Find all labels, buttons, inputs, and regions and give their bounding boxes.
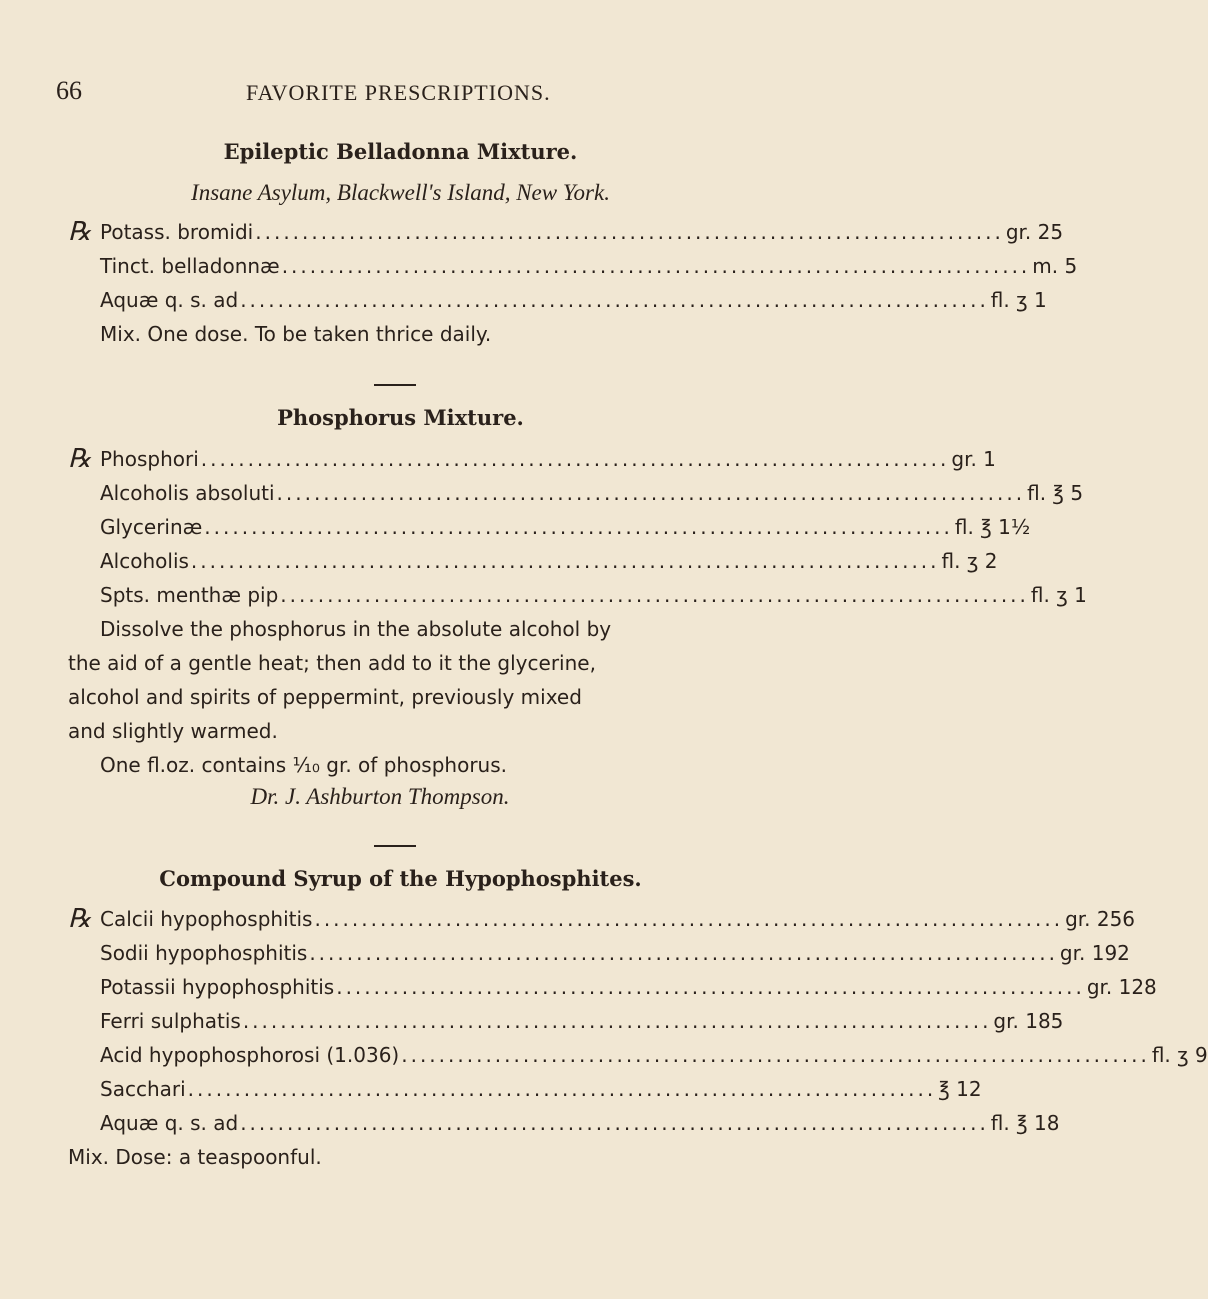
dot-leader: ................................................................................ [240, 288, 989, 312]
ingredient-name: Aquæ q. s. ad [100, 288, 239, 312]
ingredient-name: Potassii hypophosphitis [100, 975, 335, 999]
directions-text: the aid of a gentle heat; then add to it the glycerine, [68, 651, 596, 675]
section-source-belladonna: Insane Asylum, Blackwell's Island, New York. [191, 180, 610, 205]
dot-leader: ................................................................................ [314, 907, 1064, 931]
attribution: Dr. J. Ashburton Thompson. [250, 784, 510, 809]
ingredient-name: Calcii hypophosphitis [100, 907, 313, 931]
ingredient-line [100, 254, 1078, 284]
ingredient-line [100, 907, 1136, 937]
ingredient-quantity: fl. ℥ 1½ [954, 515, 1031, 539]
ingredient-name: Acid hypophosphorosi (1.036) [100, 1043, 400, 1067]
running-head: FAVORITE PRESCRIPTIONS. [246, 80, 551, 105]
dot-leader: ................................................................................ [280, 583, 1029, 607]
ingredient-line [100, 288, 1047, 318]
ingredient-line [100, 975, 1157, 1005]
ingredient-name: Sacchari [100, 1077, 186, 1101]
ingredient-line [100, 447, 996, 477]
directions-text: Mix. Dose: a teaspoonful. [68, 1145, 322, 1169]
directions-text: alcohol and spirits of peppermint, previously mixed [68, 685, 582, 709]
section-title-belladonna: Epileptic Belladonna Mixture. [223, 139, 578, 164]
ingredient-quantity: gr. 1 [951, 447, 996, 471]
ingredient-line [100, 515, 1031, 545]
ingredient-line [100, 481, 1084, 511]
ingredient-line [100, 941, 1130, 971]
dot-leader: ................................................................................ [190, 549, 940, 573]
ingredient-quantity: m. 5 [1032, 254, 1078, 278]
ingredient-quantity: gr. 25 [1005, 220, 1064, 244]
directions-text: One fl.oz. contains ⅒ gr. of phosphorus. [100, 753, 508, 777]
ingredient-line [100, 1077, 982, 1107]
ingredient-name: Aquæ q. s. ad [100, 1111, 239, 1135]
ingredient-name: Spts. menthæ pip [100, 583, 279, 607]
ingredient-quantity: ℥ 12 [938, 1077, 982, 1101]
ingredient-quantity: gr. 128 [1086, 975, 1157, 999]
ingredient-quantity: fl. ℥ 5 [1027, 481, 1084, 505]
ingredient-quantity: fl. ʒ 1 [990, 288, 1047, 312]
dot-leader: ................................................................................ [309, 941, 1058, 965]
ingredient-line [100, 583, 1087, 613]
section-divider [374, 845, 416, 847]
dot-leader: ................................................................................ [200, 447, 950, 471]
dot-leader: ................................................................................ [281, 254, 1031, 278]
ingredient-name: Ferri sulphatis [100, 1009, 241, 1033]
ingredient-quantity: fl. ʒ 1 [1030, 583, 1087, 607]
dot-leader: ................................................................................ [401, 1043, 1150, 1067]
ingredient-quantity: gr. 256 [1065, 907, 1136, 931]
page-number: 66 [56, 76, 82, 105]
dot-leader: ................................................................................ [187, 1077, 937, 1101]
ingredient-line [100, 220, 1064, 250]
rx-symbol: ℞ [68, 904, 92, 933]
dot-leader: ................................................................................ [240, 1111, 989, 1135]
ingredient-name: Alcoholis absoluti [100, 481, 275, 505]
dot-leader: ................................................................................ [242, 1009, 992, 1033]
directions-text: Dissolve the phosphorus in the absolute alcohol by [100, 617, 612, 641]
ingredient-quantity: fl. ℥ 18 [990, 1111, 1060, 1135]
ingredient-quantity: fl. ʒ 9 [1151, 1043, 1208, 1067]
ingredient-quantity: fl. ʒ 2 [941, 549, 998, 573]
ingredient-line [100, 1009, 1064, 1039]
ingredient-name: Glycerinæ [100, 515, 203, 539]
rx-symbol: ℞ [68, 444, 92, 473]
ingredient-name: Sodii hypophosphitis [100, 941, 308, 965]
ingredient-line [100, 1111, 1060, 1141]
ingredient-line [100, 1043, 1208, 1073]
directions-text: Mix. One dose. To be taken thrice daily. [100, 322, 492, 346]
ingredient-name: Phosphori [100, 447, 199, 471]
page-header [56, 76, 696, 116]
ingredient-line [100, 549, 998, 579]
section-title-phosphorus: Phosphorus Mixture. [277, 405, 524, 430]
ingredient-quantity: gr. 185 [993, 1009, 1064, 1033]
ingredient-name: Alcoholis [100, 549, 189, 573]
section-divider [374, 384, 416, 386]
section-title-hypophosphites: Compound Syrup of the Hypophosphites. [159, 866, 642, 891]
dot-leader: ................................................................................ [276, 481, 1026, 505]
dot-leader: ................................................................................ [336, 975, 1085, 999]
rx-symbol: ℞ [68, 217, 92, 246]
ingredient-name: Potass. bromidi [100, 220, 254, 244]
dot-leader: ................................................................................ [255, 220, 1004, 244]
dot-leader: ................................................................................ [204, 515, 953, 539]
ingredient-name: Tinct. belladonnæ [100, 254, 280, 278]
directions-text: and slightly warmed. [68, 719, 278, 743]
ingredient-quantity: gr. 192 [1059, 941, 1130, 965]
